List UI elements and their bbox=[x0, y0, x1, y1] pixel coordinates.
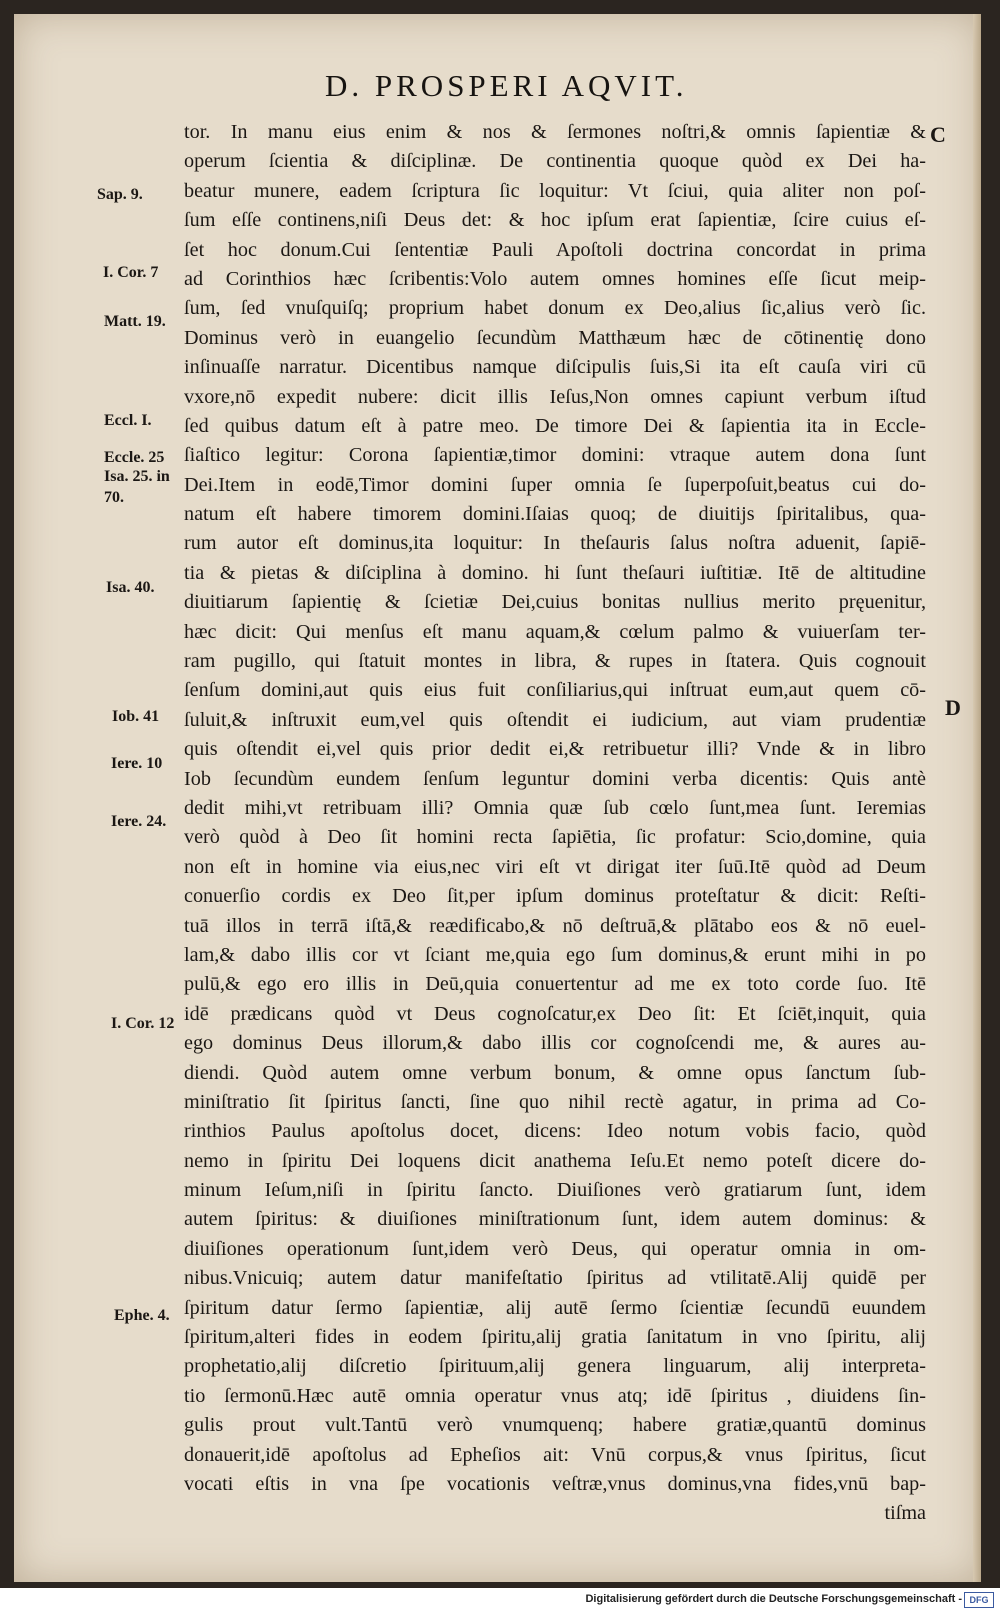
text-line: ad Corinthios hæc ſcribentis:Volo autem omnes homines eſſe ſicut meip- bbox=[184, 267, 926, 290]
text-line: conuerſio cordis ex Deo ſit,per ipſum dominus proteſtatur & dicit: Reſti- bbox=[184, 885, 926, 908]
text-line: Dominus verò in euangelio ſecundùm Matthæum hæc de cōtinentię dono bbox=[184, 326, 926, 349]
text-line: operum ſcientia & diſciplinæ. De continentia quoque quòd ex Dei ha- bbox=[184, 150, 926, 173]
funding-notice: Digitalisierung gefördert durch die Deutsche Forschungsgemeinschaft - bbox=[585, 1593, 962, 1605]
text-line: miniſtratio ſit ſpiritus ſancti, ſine quo nihil rectè agatur, in prima ad Co- bbox=[184, 1090, 926, 1113]
catchword: tiſma bbox=[884, 1502, 926, 1525]
text-line: vxore,nō expedit nubere: dicit illis Ieſus,Non omnes capiunt verbum iſtud bbox=[184, 385, 926, 408]
text-line: diendi. Quòd autem omne verbum bonum, & omne opus ſanctum ſub- bbox=[184, 1061, 926, 1084]
margin-note: Isa. 25. in bbox=[104, 468, 170, 485]
text-line: hæc dicit: Qui menſus eſt manu aquam,& cœlum palmo & vuiuerſam ter- bbox=[184, 620, 926, 643]
text-line: dedit mihi,vt retribuam illi? Omnia quæ ſub cœlo ſunt,mea ſunt. Ieremias bbox=[184, 796, 926, 819]
text-line: nibus.Vnicuiq; autem datur manifeſtatio ſpiritus ad vtilitatē.Alij quidē per bbox=[184, 1267, 926, 1290]
text-line: tia & pietas & diſciplina à domino. hi ſunt theſauri iuſtitiæ. Itē de altitudine bbox=[184, 561, 926, 584]
text-line: rinthios Paulus apoſtolus docet, dicens: Ideo notum vobis facio, quòd bbox=[184, 1120, 926, 1143]
text-line: beatur munere, eadem ſcriptura ſic loquitur: Vt ſciui, quia aliter non poſ- bbox=[184, 179, 926, 202]
margin-note: Iere. 10 bbox=[111, 755, 163, 772]
text-line: pulū,& ego ero illis in Deū,quia conuertentur ad me ex toto corde ſuo. Itē bbox=[184, 973, 926, 996]
margin-note: Ephe. 4. bbox=[114, 1307, 170, 1324]
text-line: ego dominus Deus illorum,& dabo illis cor cognoſcendi me, & aures au- bbox=[184, 1032, 926, 1055]
text-line: nemo in ſpiritu Dei loquens dicit anathema Ieſu.Et nemo poteſt dicere do- bbox=[184, 1149, 926, 1172]
margin-note: Matt. 19. bbox=[104, 313, 166, 330]
margin-note: Iob. 41 bbox=[112, 708, 160, 725]
text-line: ſet hoc donum.Cui ſententiæ Pauli Apoſtoli doctrina concordat in prima bbox=[184, 238, 926, 261]
margin-note: I. Cor. 7 bbox=[103, 264, 159, 281]
dfg-logo: DFG bbox=[964, 1592, 994, 1608]
page-edge bbox=[973, 14, 981, 1582]
text-line: ſum eſſe continens,niſi Deus det: & hoc ipſum erat ſapientiæ, ſcire cuius eſ- bbox=[184, 209, 926, 232]
text-line: ſpiritum,alteri fides in eodem ſpiritu,alij gratia ſanitatum in vno ſpiritu, alij bbox=[184, 1326, 926, 1349]
body-text bbox=[184, 118, 926, 1529]
margin-note: Eccle. 25 bbox=[104, 449, 165, 466]
text-line: prophetatio,alij diſcretio ſpirituum,alij genera linguarum, alij interpreta- bbox=[184, 1355, 926, 1378]
text-line: Iob ſecundùm eundem ſenſum leguntur domini verba dicentis: Quis antè bbox=[184, 767, 926, 790]
text-line: verò quòd à Deo ſit homini recta ſapiētia, ſic profatur: Scio,domine, quia bbox=[184, 826, 926, 849]
text-line: ſum, ſed vnuſquiſq; proprium habet donum ex Deo,alius ſic,alius verò ſic. bbox=[184, 297, 926, 320]
text-line: idē prædicans quòd vt Deus cognoſcatur,ex Deo ſit: Et ſciēt,inquit, quia bbox=[184, 1002, 926, 1025]
text-line: ſenſum domini,aut quis eius fuit conſiliarius,qui inſtruat eum,aut quem cō- bbox=[184, 679, 926, 702]
text-line: diuitiarum ſapientię & ſcietiæ Dei,cuius bonitas nullius merito pręuenitur, bbox=[184, 591, 926, 614]
text-line: tio ſermonū.Hæc autē omnia operatur vnus atq; idē ſpiritus , diuidens ſin- bbox=[184, 1384, 926, 1407]
text-line: ſuluit,& inſtruxit eum,vel quis oſtendit ei iudicium, aut viam prudentiæ bbox=[184, 708, 926, 731]
section-letter-d: D bbox=[945, 695, 961, 720]
text-line: ſpiritum datur ſermo ſapientiæ, alij autē ſermo ſcientiæ ſecundū euundem bbox=[184, 1296, 926, 1319]
margin-note: I. Cor. 12 bbox=[111, 1015, 175, 1032]
text-line: vocati eſtis in vna ſpe vocationis veſtræ,vnus dominus,vna fides,vnū bap- bbox=[184, 1472, 926, 1495]
text-line: gulis prout vult.Tantū verò vnumquenq; habere gratiæ,quantū dominus bbox=[184, 1414, 926, 1437]
running-head: D. PROSPERI AQVIT. bbox=[325, 68, 688, 103]
text-line: inſinuaſſe narratur. Dicentibus namque diſcipulis ſuis,Si ita eſt cauſa viri cū bbox=[184, 356, 926, 379]
text-line: natum eſt habere timorem domini.Iſaias quoq; de diuitijs ſpiritalibus, qua- bbox=[184, 503, 926, 526]
text-line: tor. In manu eius enim & nos & ſermones noſtri,& omnis ſapientiæ & bbox=[184, 121, 926, 143]
text-line: non eſt in homine via eius,nec viri eſt vt dirigat iter ſuū.Itē quòd ad Deum bbox=[184, 855, 926, 878]
margin-note: Sap. 9. bbox=[97, 186, 143, 203]
margin-note: Iere. 24. bbox=[111, 813, 167, 830]
text-line: quis oſtendit ei,vel quis prior dedit ei,& retribuetur illi? Vnde & in libro bbox=[184, 738, 926, 761]
margin-note: 70. bbox=[104, 489, 124, 506]
text-line: tuā illos in terrā iſtā,& reædificabo,& nō deſtruā,& plātabo eos & nō euel- bbox=[184, 914, 926, 937]
text-line: ſiaſtico legitur: Corona ſapientiæ,timor domini: vtraque autem dona ſunt bbox=[184, 444, 926, 467]
section-letter-c: C bbox=[930, 122, 946, 147]
text-line: donauerit,idē apoſtolus ad Epheſios ait: Vnū corpus,& vnus ſpiritus, ſicut bbox=[184, 1443, 926, 1466]
text-line: lam,& dabo illis cor vt ſciant me,quia ego ſum dominus,& erunt mihi in po bbox=[184, 943, 926, 966]
text-line: autem ſpiritus: & diuiſiones miniſtrationum ſunt, idem autem dominus: & bbox=[184, 1208, 926, 1231]
text-line: ſed quibus datum eſt à patre meo. De timore Dei & ſapientia ita in Eccle- bbox=[184, 414, 926, 437]
text-line: ram pugillo, qui ſtatuit montes in libra, & rupes in ſtatera. Quis cognouit bbox=[184, 650, 926, 673]
footer-bar bbox=[0, 1588, 1000, 1613]
text-line: rum autor eſt dominus,ita loquitur: In theſauris ſalus noſtra aduenit, ſapiē- bbox=[184, 532, 926, 555]
text-line: minum Ieſum,niſi in ſpiritu ſancto. Diuiſiones verò gratiarum ſunt, idem bbox=[184, 1179, 926, 1202]
margin-note: Eccl. I. bbox=[104, 412, 152, 429]
text-line: Dei.Item in eodē,Timor domini ſuper omnia ſe ſuperpoſuit,beatus cui do- bbox=[184, 473, 926, 496]
margin-note: Isa. 40. bbox=[106, 579, 155, 596]
text-line: diuiſiones operationum ſunt,idem verò Deus, qui operatur omnia in om- bbox=[184, 1237, 926, 1260]
